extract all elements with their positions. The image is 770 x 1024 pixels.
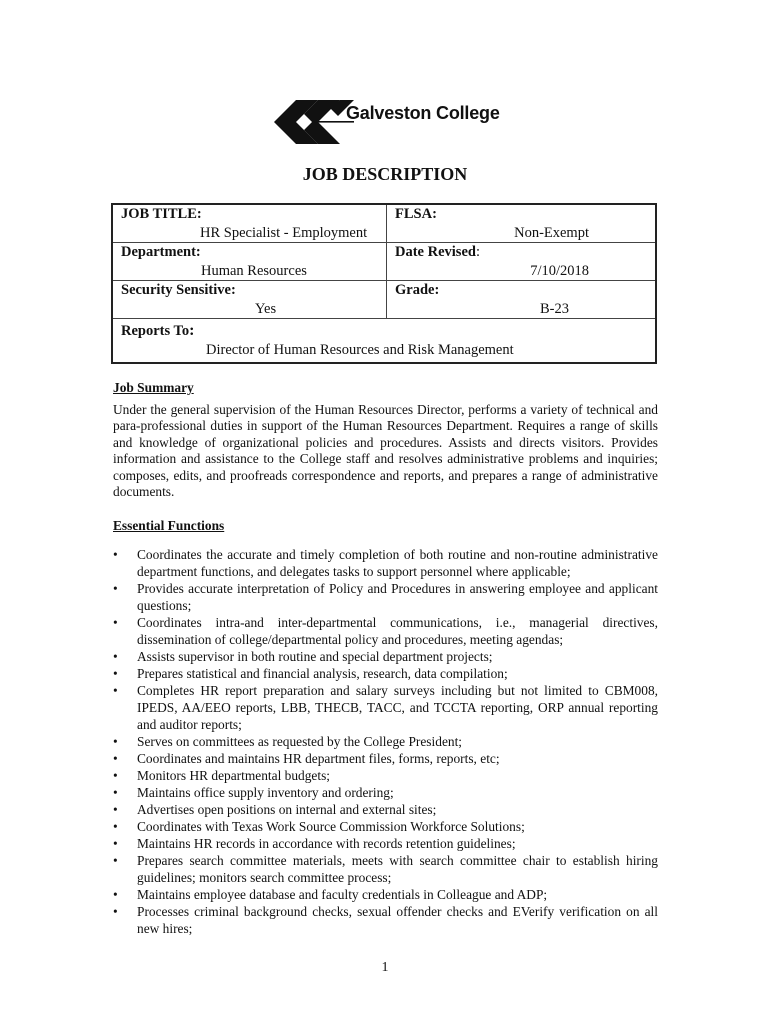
bullet-icon: •: [113, 683, 118, 698]
bullet-icon: •: [113, 666, 118, 681]
list-item-text: Coordinates and maintains HR department files, forms, reports, etc;: [137, 751, 500, 766]
reports-to-colon: :: [189, 322, 195, 339]
flsa-cell: [387, 204, 657, 243]
list-item: [113, 835, 658, 852]
essential-functions-section: [113, 518, 658, 937]
date-revised-cell: [387, 243, 657, 281]
college-logo: [274, 100, 504, 152]
department-value: Human Resources: [201, 263, 307, 279]
reports-to-cell: [112, 319, 656, 364]
list-item-text: Prepares statistical and financial analysis, research, data compilation;: [137, 666, 508, 681]
reports-to-label: Reports To: [121, 323, 190, 339]
grade-label: Grade:: [395, 282, 440, 298]
list-item-text: Processes criminal background checks, sexual offender checks and EVerify verification on all new hires;: [137, 904, 658, 936]
chevron-arrows-logo-icon: [274, 100, 354, 152]
essential-functions-heading: Essential Functions: [113, 518, 225, 533]
list-item-text: Advertises open positions on internal and external sites;: [137, 802, 437, 817]
list-item-text: Maintains employee database and faculty credentials in Colleague and ADP;: [137, 887, 548, 902]
bullet-icon: •: [113, 904, 118, 919]
list-item-text: Coordinates intra-and inter-departmental communications, i.e., managerial directives, dissemination of college/departmental policy and procedures, meeting agendas;: [137, 615, 658, 647]
list-item-text: Maintains office supply inventory and ordering;: [137, 785, 394, 800]
list-item-text: Completes HR report preparation and salary surveys including but not limited to CBM008, IPEDS, AA/EEO reports, LBB, THECB, TACC, and TCCTA reporting, ORP annual reporting and auditor reports;: [137, 683, 658, 732]
list-item: [113, 818, 658, 835]
list-item: [113, 852, 658, 886]
bullet-icon: •: [113, 615, 118, 630]
job-title-value: HR Specialist - Employment: [200, 225, 368, 241]
bullet-icon: •: [113, 819, 118, 834]
list-item: [113, 750, 658, 767]
list-item: [113, 648, 658, 665]
flsa-label: FLSA:: [395, 206, 437, 222]
bullet-icon: •: [113, 785, 118, 800]
job-title-cell: [112, 204, 387, 243]
date-revised-label-line: [395, 243, 655, 262]
bullet-icon: •: [113, 751, 118, 766]
job-summary-text: Under the general supervision of the Human Resources Director, performs a variety of technical and para-professional duties in support of the Human Resources Department. Requires a range of skills and knowledge of organizational policies and procedures. Assists and directs visitors. Provides information and assistance to the College staff and resolves administrative problems and inquiries; composes, edits, and proofreads correspondence and reports, and prepares a range of administrative documents.: [113, 402, 658, 500]
date-revised-label: Date Revised: [395, 244, 476, 260]
list-item: [113, 801, 658, 818]
list-item: [113, 886, 658, 903]
list-item: [113, 546, 658, 580]
list-item-text: Prepares search committee materials, meets with search committee chair to establish hiring guidelines; monitors search committee process;: [137, 853, 658, 885]
job-summary-section: [113, 380, 658, 500]
security-cell: [112, 281, 387, 319]
list-item: [113, 767, 658, 784]
logo-text: Galveston College: [346, 103, 500, 123]
document-title: JOB DESCRIPTION: [302, 164, 468, 184]
bullet-icon: •: [113, 734, 118, 749]
job-info-table: [111, 203, 657, 364]
bullet-icon: •: [113, 649, 118, 664]
bullet-icon: •: [113, 836, 118, 851]
grade-cell: [387, 281, 657, 319]
security-value: Yes: [255, 301, 277, 317]
date-revised-colon: :: [475, 244, 480, 260]
flsa-value: Non-Exempt: [514, 225, 589, 241]
list-item-text: Assists supervisor in both routine and special department projects;: [137, 649, 493, 664]
date-revised-value: 7/10/2018: [530, 263, 589, 279]
list-item: [113, 682, 658, 733]
bullet-icon: •: [113, 547, 118, 562]
reports-to-label-line: [121, 319, 655, 341]
list-item-text: Monitors HR departmental budgets;: [137, 768, 331, 783]
bullet-icon: •: [113, 853, 118, 868]
list-item: [113, 614, 658, 648]
bullet-icon: •: [113, 768, 118, 783]
bullet-icon: •: [113, 581, 118, 596]
job-title-label: JOB TITLE:: [121, 206, 202, 222]
job-summary-heading: Job Summary: [113, 380, 194, 395]
list-item-text: Serves on committees as requested by the College President;: [137, 734, 463, 749]
list-item: [113, 784, 658, 801]
bullet-icon: •: [113, 802, 118, 817]
security-label: Security Sensitive:: [121, 282, 236, 298]
list-item: [113, 665, 658, 682]
department-cell: [112, 243, 387, 281]
list-item-text: Coordinates the accurate and timely completion of both routine and non-routine administrative department functions, and delegates tasks to support personnel where applicable;: [137, 547, 658, 579]
list-item-text: Coordinates with Texas Work Source Commission Workforce Solutions;: [137, 819, 525, 834]
list-item-text: Provides accurate interpretation of Policy and Procedures in answering employee and applicant questions;: [137, 581, 658, 613]
page-number: 1: [381, 960, 389, 975]
department-label: Department:: [121, 244, 201, 260]
list-item: [113, 903, 658, 937]
essential-functions-list: [113, 546, 658, 937]
bullet-icon: •: [113, 887, 118, 902]
grade-value: B-23: [540, 301, 569, 317]
list-item: [113, 580, 658, 614]
list-item-text: Maintains HR records in accordance with records retention guidelines;: [137, 836, 516, 851]
list-item: [113, 733, 658, 750]
reports-to-value: Director of Human Resources and Risk Management: [206, 342, 514, 358]
